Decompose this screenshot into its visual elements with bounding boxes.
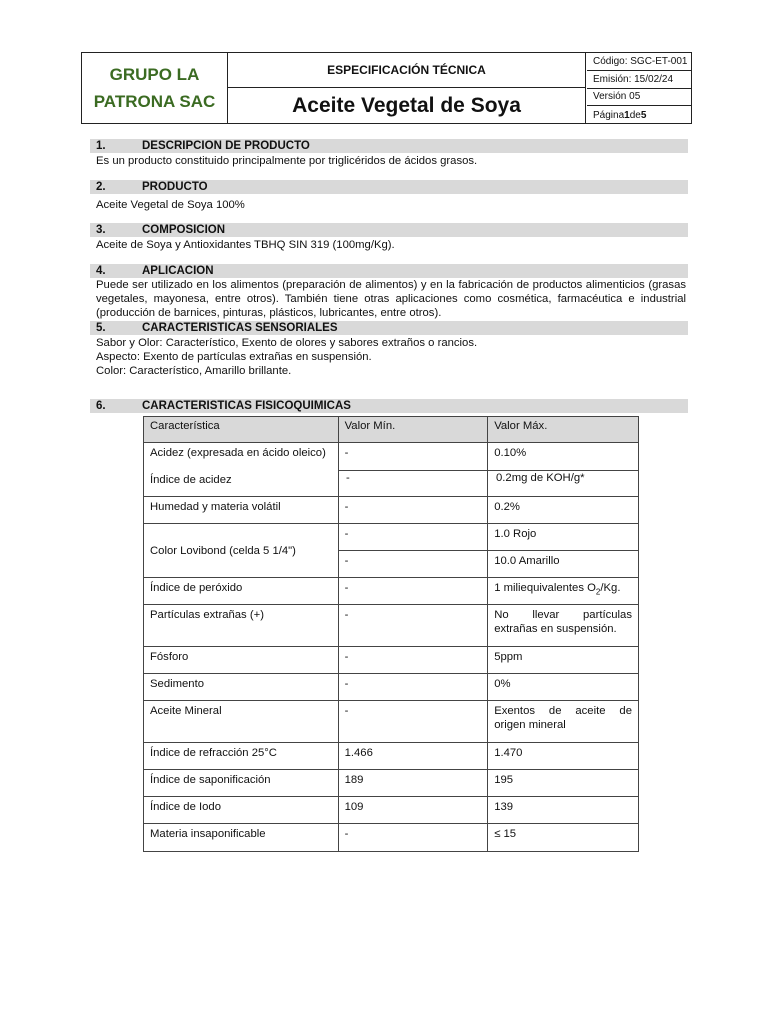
row-min: -: [338, 824, 488, 852]
section-1-body: Es un producto constituido principalmente por triglicéridos de ácidos grasos.: [96, 155, 478, 167]
section-4-body: Puede ser utilizado en los alimentos (preparación de alimentos) y en la fabricación de productos alimenticios (grasas vegetales, mayonesa, entre otros). También tiene otras aplicaciones como cosmética, farmacéutica e industrial (producción de barnices, pinturas, plásticos, lubricantes, entre otros).: [96, 279, 686, 319]
table-row: [144, 524, 639, 551]
section-1-heading: 1. DESCRIPCION DE PRODUCTO: [90, 139, 688, 153]
row-min: 189: [338, 770, 488, 797]
row-max: 1.470: [488, 743, 639, 770]
row-min: -: [338, 647, 488, 674]
row-min: -: [338, 524, 488, 551]
row-max: 5ppm: [488, 647, 639, 674]
row-max: Exentos de aceite de origen mineral: [488, 701, 639, 743]
row-min: -: [338, 497, 488, 524]
row-max: No llevar partículas extrañas en suspensión.: [488, 605, 639, 647]
row-max: 0%: [488, 674, 639, 701]
table-row: [144, 605, 639, 647]
document-code: Código: SGC-ET-001: [587, 53, 691, 71]
row-min: -: [338, 605, 488, 647]
version: Versión 05: [587, 88, 691, 106]
section-4-heading: 4. APLICACION: [90, 264, 688, 278]
row-characteristic: Aceite Mineral: [144, 701, 339, 743]
row-characteristic: Índice de Iodo: [144, 797, 339, 824]
row-min: -: [338, 578, 488, 605]
row-min: -: [338, 443, 488, 497]
section-2-body: Aceite Vegetal de Soya 100%: [96, 199, 245, 211]
table-row: [144, 701, 639, 743]
document-header: [81, 52, 692, 124]
row-min: 109: [338, 797, 488, 824]
row-min: -: [346, 472, 350, 484]
header-characteristic: Característica: [144, 417, 339, 443]
table-row: [144, 824, 639, 852]
header-max: Valor Máx.: [488, 417, 639, 443]
table-row: [144, 578, 639, 605]
row-min: 1.466: [338, 743, 488, 770]
row-max: 10.0 Amarillo: [488, 551, 639, 578]
row-max: 0.10%: [488, 443, 639, 497]
row-characteristic: Índice de acidez: [150, 474, 232, 486]
product-title: Aceite Vegetal de Soya: [228, 88, 586, 123]
row-max: ≤ 15: [488, 824, 639, 852]
section-2-heading: 2. PRODUCTO: [90, 180, 688, 194]
header-min: Valor Mín.: [338, 417, 488, 443]
document-type: ESPECIFICACIÓN TÉCNICA: [228, 53, 586, 88]
row-min: -: [338, 551, 488, 578]
row-min: -: [338, 674, 488, 701]
table-row: [144, 674, 639, 701]
company-name: GRUPO LA PATRONA SAC: [82, 53, 228, 123]
row-max: 1 miliequivalentes $O_2/Kg$.: [488, 578, 639, 605]
row-max: 0.2mg de KOH/g*: [496, 472, 585, 484]
table-row: [144, 770, 639, 797]
row-max: 1.0 Rojo: [488, 524, 639, 551]
section-3-heading: 3. COMPOSICION: [90, 223, 688, 237]
table-row: [144, 647, 639, 674]
row-characteristic: Materia insaponificable: [144, 824, 339, 852]
page-indicator: Página 1 de 5: [593, 109, 647, 121]
section-5-line-2: Aspecto: Exento de partículas extrañas en suspensión.: [96, 351, 372, 363]
row-max: 195: [488, 770, 639, 797]
issue-date: Emisión: 15/02/24: [587, 71, 691, 89]
section-3-body: Aceite de Soya y Antioxidantes TBHQ SIN 319 (100mg/Kg).: [96, 239, 395, 251]
table-header-row: [144, 417, 639, 443]
row-characteristic: Índice de refracción 25°C: [144, 743, 339, 770]
row-max: 139: [488, 797, 639, 824]
section-6-heading: 6. CARACTERISTICAS FISICOQUIMICAS: [90, 399, 688, 413]
section-5-heading: 5. CARACTERISTICAS SENSORIALES: [90, 321, 688, 335]
row-characteristic: Índice de saponificación: [144, 770, 339, 797]
row-characteristic: Fósforo: [144, 647, 339, 674]
row-characteristic: Índice de peróxido: [144, 578, 339, 605]
table-row: [144, 743, 639, 770]
row-characteristic: Humedad y materia volátil: [144, 497, 339, 524]
row-characteristic: Sedimento: [144, 674, 339, 701]
table-row: [144, 497, 639, 524]
table-row: [144, 797, 639, 824]
row-min: -: [338, 701, 488, 743]
row-characteristic: Partículas extrañas (+): [144, 605, 339, 647]
section-5-line-3: Color: Característico, Amarillo brillante.: [96, 365, 292, 377]
row-max: 0.2%: [488, 497, 639, 524]
row-characteristic: Color Lovibond (celda 5 1/4"): [144, 524, 339, 578]
row-divider: [339, 470, 639, 471]
section-5-line-1: Sabor y Olor: Característico, Exento de olores y sabores extraños o rancios.: [96, 337, 478, 349]
row-characteristic: Acidez (expresada en ácido oleico): [150, 447, 326, 459]
